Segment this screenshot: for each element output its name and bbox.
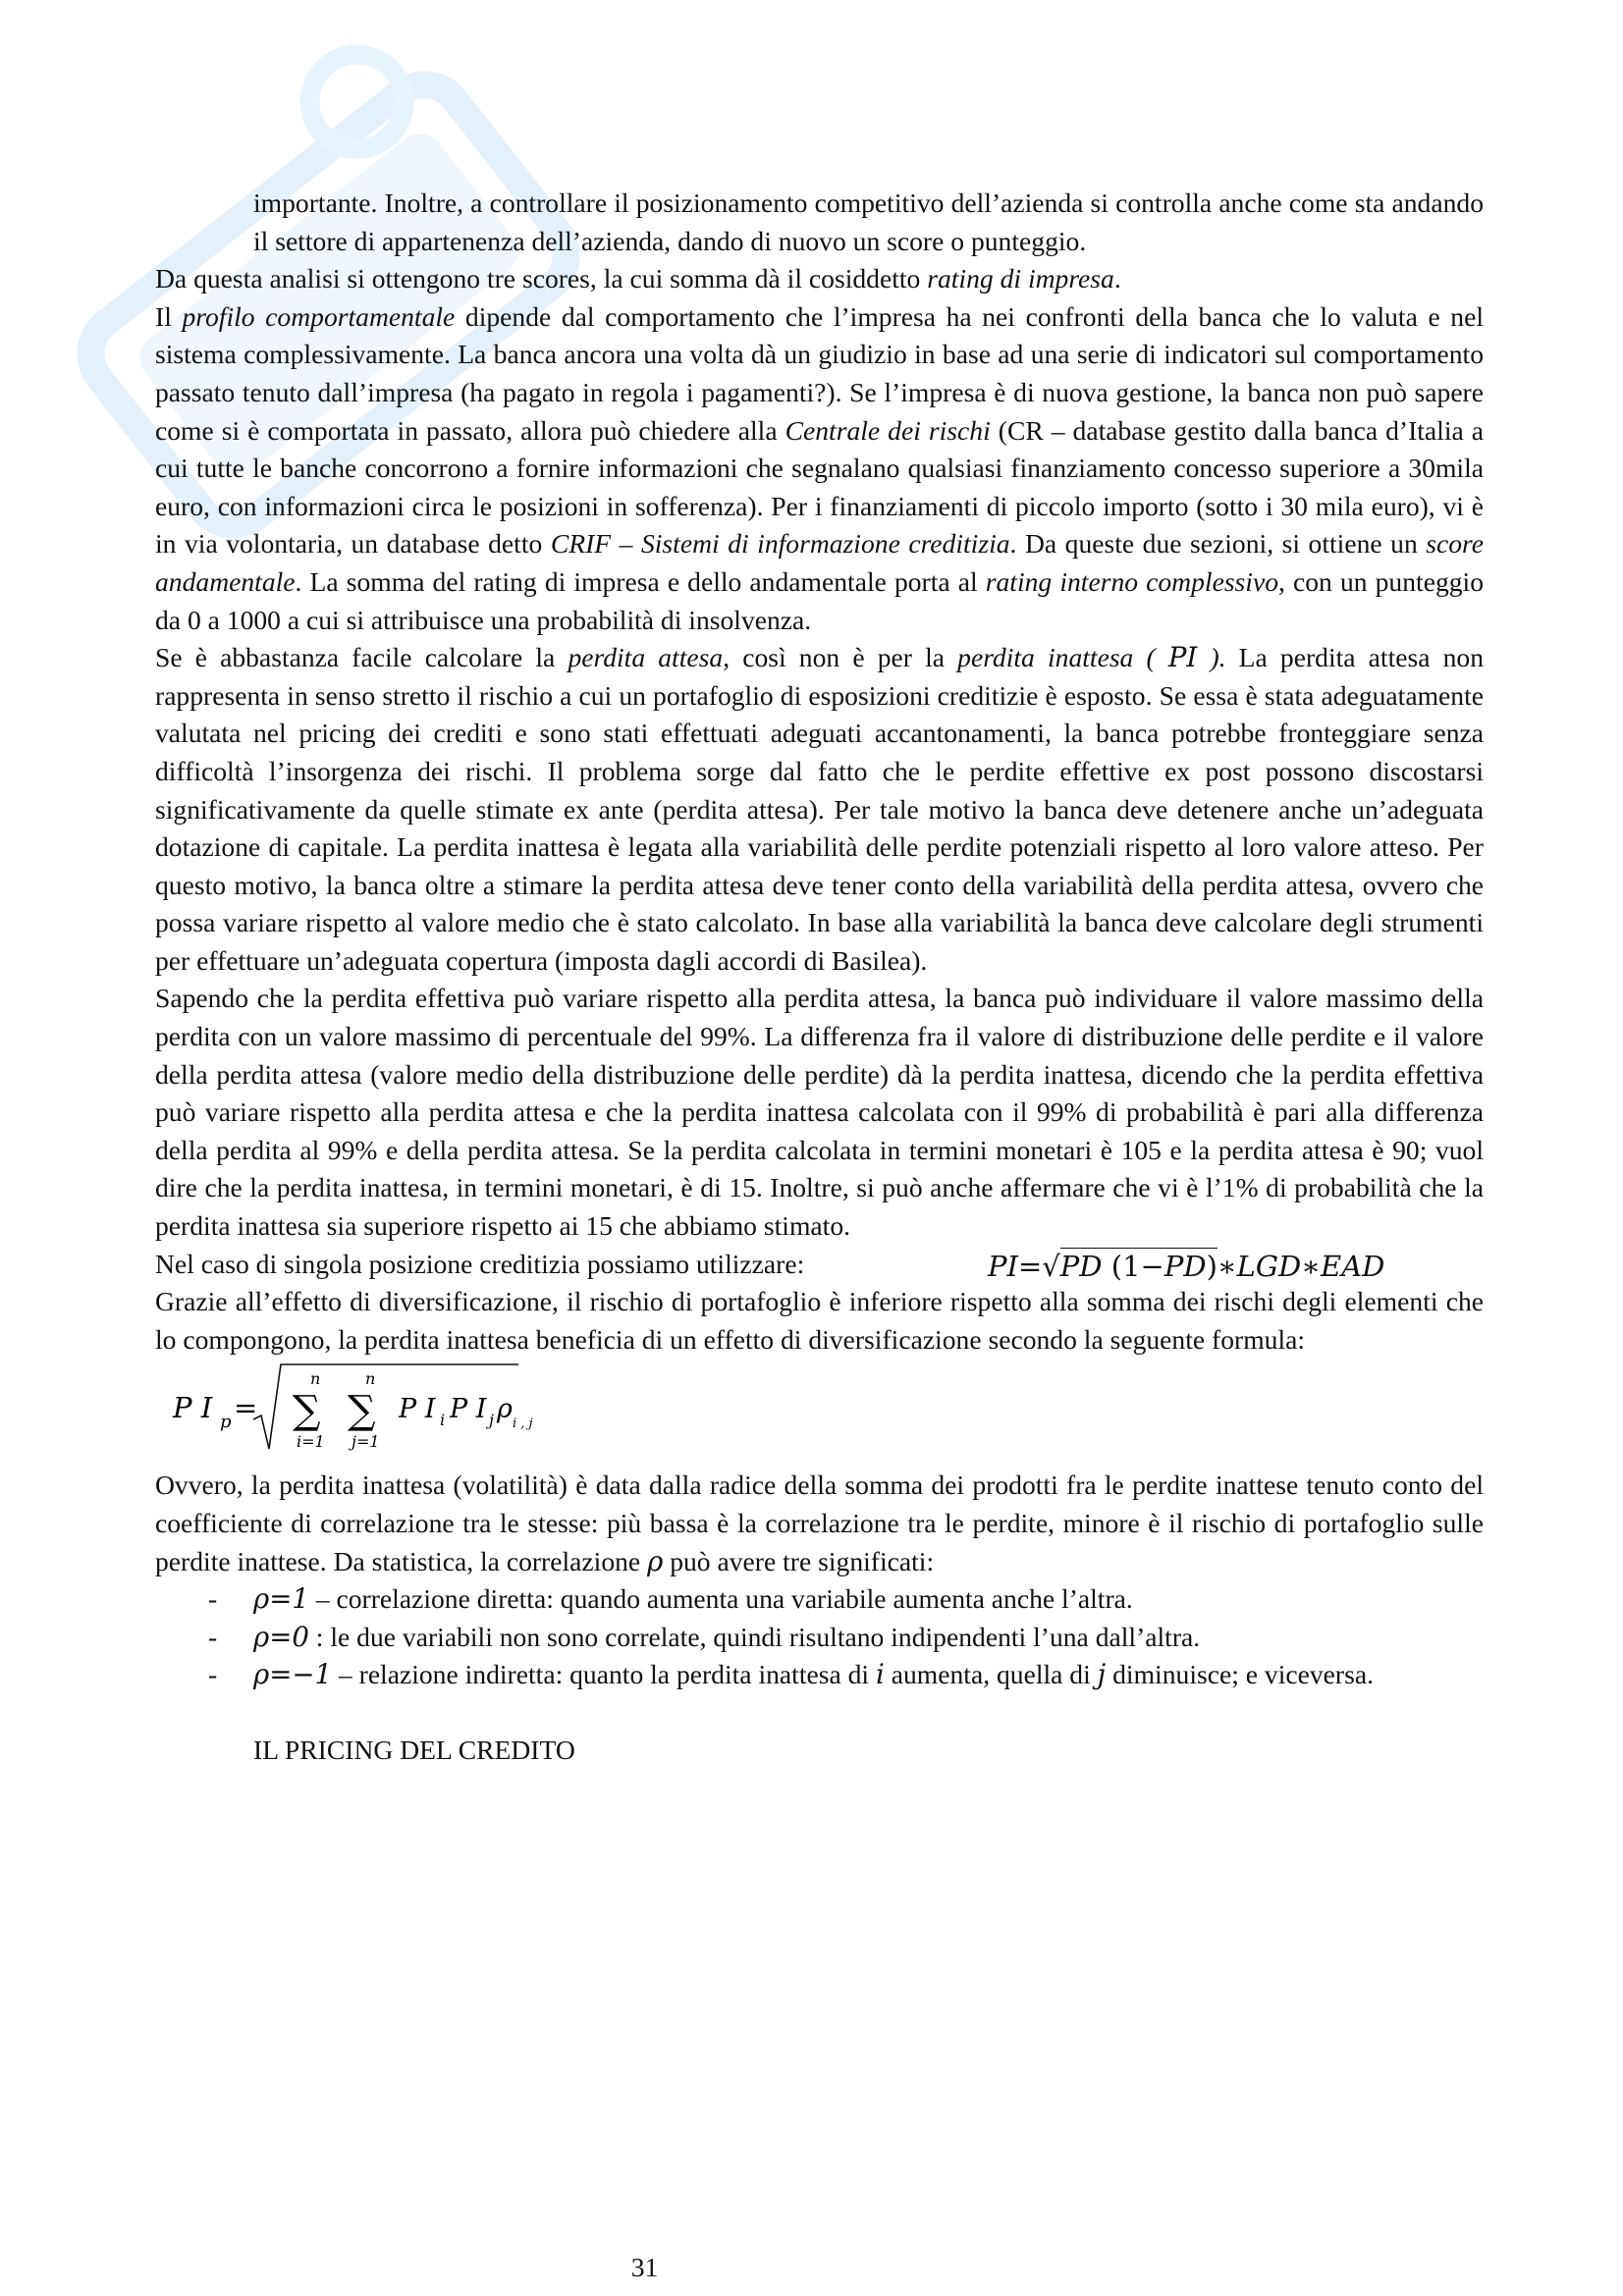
term-perdita-attesa: perdita attesa [568, 642, 724, 673]
math-run: PD [1163, 1249, 1207, 1283]
paragraph-6: Grazie all’effetto di diversificazione, il rischio di portafoglio è inferiore rispetto alla somma dei rischi degli elementi che lo compongono, la perdita inattesa beneficia di un effetto di diversificazione secondo la seguente formula: [155, 1286, 1484, 1355]
formula-rho: ρ [497, 1394, 513, 1425]
list-text: diminuisce; e viceversa. [1106, 1659, 1375, 1690]
formula-eq: = [234, 1391, 258, 1425]
term-profilo-comportamentale: profilo comportamentale [182, 300, 456, 332]
term-crif: CRIF – Sistemi di informazione creditizia [550, 528, 1010, 560]
paragraph-3 [155, 298, 1484, 639]
list-text: aumenta, quella di [884, 1659, 1098, 1690]
paragraph-7 [155, 1467, 1484, 1580]
math-rho-1: ρ=1 [253, 1582, 309, 1616]
paragraph-4 [155, 639, 1484, 980]
sum1-upper: n [310, 1369, 321, 1389]
math-rho-neg1: ρ=−1 [253, 1658, 333, 1691]
math-j: j [1097, 1658, 1107, 1691]
document-body [155, 185, 1484, 1770]
list-item [155, 1619, 1484, 1657]
list-text: – correlazione diretta: quando aumenta una variabile aumenta anche l’altra. [308, 1583, 1133, 1615]
text-run: Il [155, 300, 183, 332]
text-run: Da questa analisi si ottengono tre scores, la cui somma dà il cosiddetto [155, 263, 928, 294]
sum2-upper: n [365, 1369, 376, 1389]
text-run: , così non è per la [723, 642, 958, 673]
formula-pi-single [988, 1248, 1384, 1286]
math-run: PI [988, 1249, 1018, 1283]
term-rating-interno: rating interno complessivo [985, 565, 1279, 597]
sum2-sigma: ∑ [348, 1388, 376, 1434]
paragraph-2 [155, 260, 1484, 298]
math-pi: PI [1167, 641, 1198, 674]
sqrt-icon: √ [1042, 1249, 1060, 1283]
list-item [155, 1656, 1484, 1694]
paragraph-1: importante. Inoltre, a controllare il posizionamento competitivo dell’azienda si controlla anche come sta andando il settore di appartenenza dell’azienda, dando di nuovo un score o punteggio. [253, 187, 1484, 256]
text-run: La perdita attesa non rappresenta in senso stretto il rischio a cui un portafoglio di esposizioni creditizie è esposto. Se essa è stata adeguatamente valutata nel pricing dei crediti e sono stati effettuati adeguati accantonamenti, la banca potrebbe fronteggiare senza difficoltà l’insorgenza dei rischi. Il problema sorge dal fatto che le perdite effettive ex post possono discostarsi significativamente da quelle stimate ex ante (perdita attesa). Per tale motivo la banca deve detenere anche un’adeguata dotazione di capitale. La perdita inattesa è legata alla variabilità delle perdite potenziali rispetto al loro valore atteso. Per questo motivo, la banca oltre a stimare la perdita attesa deve tener conto della variabilità della perdita attesa, ovvero che possa variare rispetto al valore medio che è stato calcolato. In base alla variabilità la banca deve calcolare degli strumenti per effettuare un’adeguata copertura (imposta dagli accordi di Basilea). [155, 642, 1485, 976]
math-run: ) [1206, 1249, 1217, 1283]
text-run: Se è abbastanza facile calcolare la [155, 642, 568, 673]
text-run: Ovvero, la perdita inattesa (volatilità) è data dalla radice della somma dei prodotti fra le perdite inattese tenuto conto del coefficiente di correlazione tra le stesse: più bassa è la correlazione tra le perdite, minore è il rischio di portafoglio sulle perdite inattese. Da statistica, la correlazione [155, 1469, 1484, 1576]
term-perdita-inattesa: perdita inattesa ( [957, 642, 1156, 673]
list-dash: - [208, 1621, 218, 1652]
text-run: . La somma del rating di impresa e dello andamentale porta al [295, 565, 986, 597]
list-text: – relazione indiretta: quanto la perdita inattesa di [332, 1659, 876, 1690]
term-rating-impresa: rating di impresa [927, 263, 1114, 294]
term-score-andamentale: score andamentale [155, 528, 1485, 597]
text-run: . Da queste due sezioni, si ottiene un [1009, 528, 1427, 560]
math-run: 1− [1122, 1249, 1164, 1283]
formula-portfolio [155, 1359, 1484, 1467]
math-i: i [876, 1658, 885, 1691]
list-text: : le due variabili non sono correlate, quindi risultano indipendenti l’una dall’altra. [308, 1621, 1201, 1652]
list-dash: - [208, 1659, 218, 1690]
math-run: PD [1059, 1249, 1103, 1283]
sum1-sigma: ∑ [293, 1388, 321, 1434]
list-dash: - [208, 1583, 218, 1615]
formula-sub-ij: i , j [513, 1416, 533, 1432]
text-run: , con un punteggio da 0 a 1000 a cui si attribuisce una probabilità di insolvenza. [155, 565, 1485, 635]
text-run: . [1113, 263, 1121, 294]
correlation-list [155, 1580, 1484, 1694]
formula-sub-i: i [440, 1411, 446, 1430]
term-centrale-rischi: Centrale dei rischi [784, 414, 991, 446]
formula-portfolio-svg [173, 1359, 533, 1467]
text-run: (CR – database gestito dalla banca d’Italia a cui tutte le banche concorrono a fornire informazioni che segnalano qualsiasi finanziamento concesso superiore a 30mila euro, con informazioni circa le posizioni in sofferenza). Per i finanziamenti di piccolo importo (sotto i 30 mila euro), vi è in via volontaria, un database detto [155, 414, 1484, 560]
math-rho: ρ [647, 1544, 664, 1577]
sqrt-radicand [1060, 1248, 1217, 1283]
math-run: ∗LGD∗EAD [1217, 1249, 1385, 1283]
math-rho-0: ρ=0 [253, 1620, 309, 1653]
formula-label: Nel caso di singola posizione creditizia possiamo utilizzare: [155, 1248, 805, 1279]
formula-sub-j: j [489, 1411, 494, 1430]
paragraph-5: Sapendo che la perdita effettiva può variare rispetto alla perdita attesa, la banca può individuare il valore massimo della perdita con un valore massimo di percentuale del 99%. La differenza fra il valore di distribuzione delle perdite e il valore della perdita attesa (valore medio della distribuzione delle perdite) dà la perdita inattesa, dicendo che la perdita effettiva può variare rispetto alla perdita attesa e che la perdita inattesa calcolata con il 99% di probabilità è pari alla differenza della perdita al 99% e della perdita attesa. Se la perdita calcolata in termini monetari è 105 e la perdita attesa è 90; vuol dire che la perdita inattesa, in termini monetari, è di 15. Inoltre, si può anche affermare che vi è l’1% di probabilità che la perdita inattesa sia superiore rispetto ai 15 che abbiamo stimato. [155, 983, 1484, 1242]
math-run: ( [1110, 1249, 1123, 1283]
math-run: = [1017, 1249, 1043, 1283]
text-run: dipende dal comportamento che l’impresa ha nei confronti della banca che lo valuta e nel sistema complessivamente. La banca ancora una volta dà un giudizio in base ad una serie di indicatori sul comportamento passato tenuto dall’impresa (ha pagato in regola i pagamenti?). Se l’impresa è di nuova gestione, la banca non può sapere come si è comportata in passato, allora può chiedere alla [155, 300, 1485, 446]
formula-lhs: P I [173, 1391, 213, 1425]
formula-sub-p: p [220, 1412, 232, 1433]
text-run: ). [1210, 642, 1226, 673]
text-run: può avere tre significati: [663, 1545, 935, 1576]
page-number: 31 [630, 2252, 659, 2282]
formula-single-position [155, 1246, 1484, 1284]
formula-pi-i: P I [399, 1394, 436, 1425]
section-heading: IL PRICING DEL CREDITO [253, 1734, 575, 1765]
sum1-lower: i=1 [297, 1432, 325, 1452]
sum2-lower: j=1 [352, 1432, 380, 1452]
list-item [155, 1580, 1484, 1619]
formula-pi-j: P I [450, 1394, 487, 1425]
